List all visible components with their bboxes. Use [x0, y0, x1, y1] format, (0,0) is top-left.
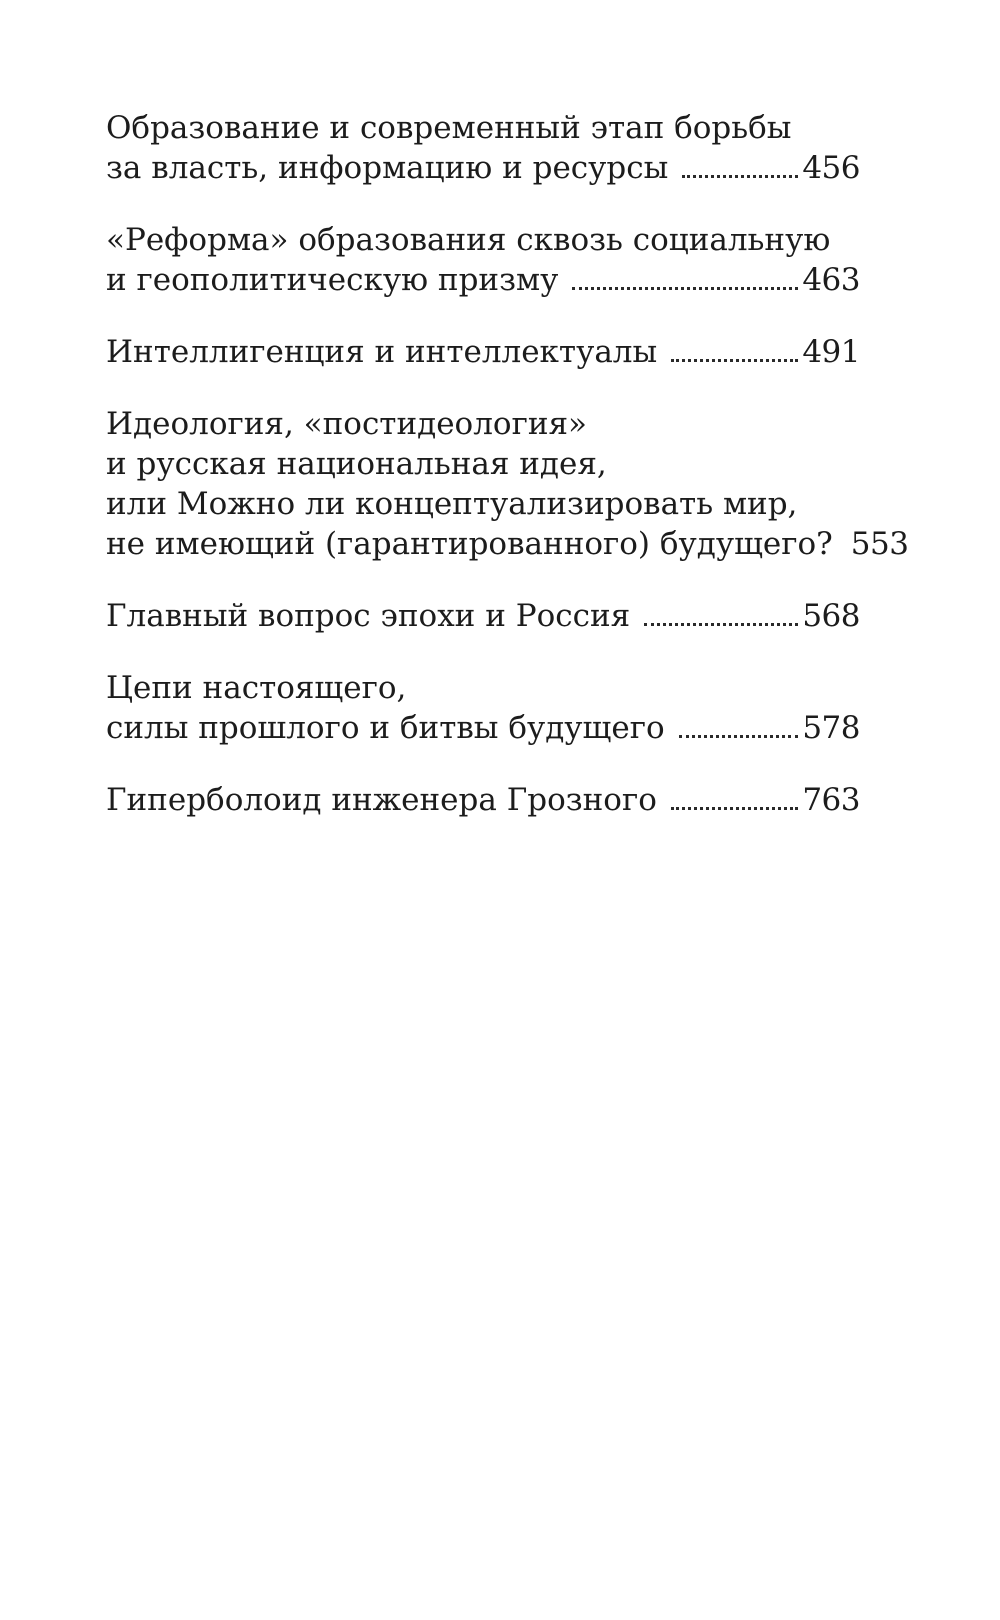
toc-entry: [106, 668, 860, 748]
dot-leader: [671, 359, 798, 362]
dot-leader: [679, 735, 799, 738]
dot-leader: [671, 807, 798, 810]
toc-entry: [106, 780, 860, 820]
toc-entry-title-line: силы прошлого и битвы будущего: [106, 710, 665, 746]
toc-entry-last-line: [106, 148, 860, 188]
dot-leader: [644, 623, 798, 626]
toc-entry: [106, 220, 860, 300]
toc-entry-title-line: не имеющий (гарантированного) будущего?: [106, 526, 833, 562]
toc-page-number: 463: [802, 262, 860, 298]
toc-page-number: 456: [802, 150, 860, 186]
toc-entry-title-line: и русская национальная идея,: [106, 446, 607, 482]
toc-entry-title-line: и геополитическую призму: [106, 262, 559, 298]
toc-entry-last-line: [106, 332, 860, 372]
toc-page-number: 491: [802, 334, 860, 370]
toc-entry-last-line: [106, 780, 860, 820]
toc-entry-title-line: Интеллигенция и интеллектуалы: [106, 334, 658, 370]
toc-entry-last-line: [106, 524, 909, 564]
toc-entry-last-line: [106, 596, 860, 636]
toc-entry-title-line: Образование и современный этап борьбы: [106, 110, 792, 146]
toc-entry-last-line: [106, 708, 860, 748]
toc-page-number: 763: [802, 782, 860, 818]
toc-entry-last-line: [106, 260, 860, 300]
toc-entry-title-line: Главный вопрос эпохи и Россия: [106, 598, 631, 634]
toc-page-number: 578: [802, 710, 860, 746]
toc-entry: [106, 404, 909, 564]
toc-entry: [106, 596, 860, 636]
toc-page-number: 568: [802, 598, 860, 634]
toc-entry: [106, 108, 860, 188]
toc-entry-title-line: за власть, информацию и ресурсы: [106, 150, 669, 186]
toc-entry-title-line: Гиперболоид инженера Грозного: [106, 782, 657, 818]
toc-entry-title-line: Цепи настоящего,: [106, 670, 407, 706]
toc-entry-title-line: или Можно ли концептуализировать мир,: [106, 486, 798, 522]
dot-leader: [682, 175, 798, 178]
table-of-contents: [106, 108, 909, 852]
toc-entry: [106, 332, 860, 372]
toc-page-number: 553: [850, 526, 909, 562]
toc-entry-title-line: «Реформа» образования сквозь социальную: [106, 222, 831, 258]
dot-leader: [572, 287, 798, 290]
toc-entry-title-line: Идеология, «постидеология»: [106, 406, 587, 442]
